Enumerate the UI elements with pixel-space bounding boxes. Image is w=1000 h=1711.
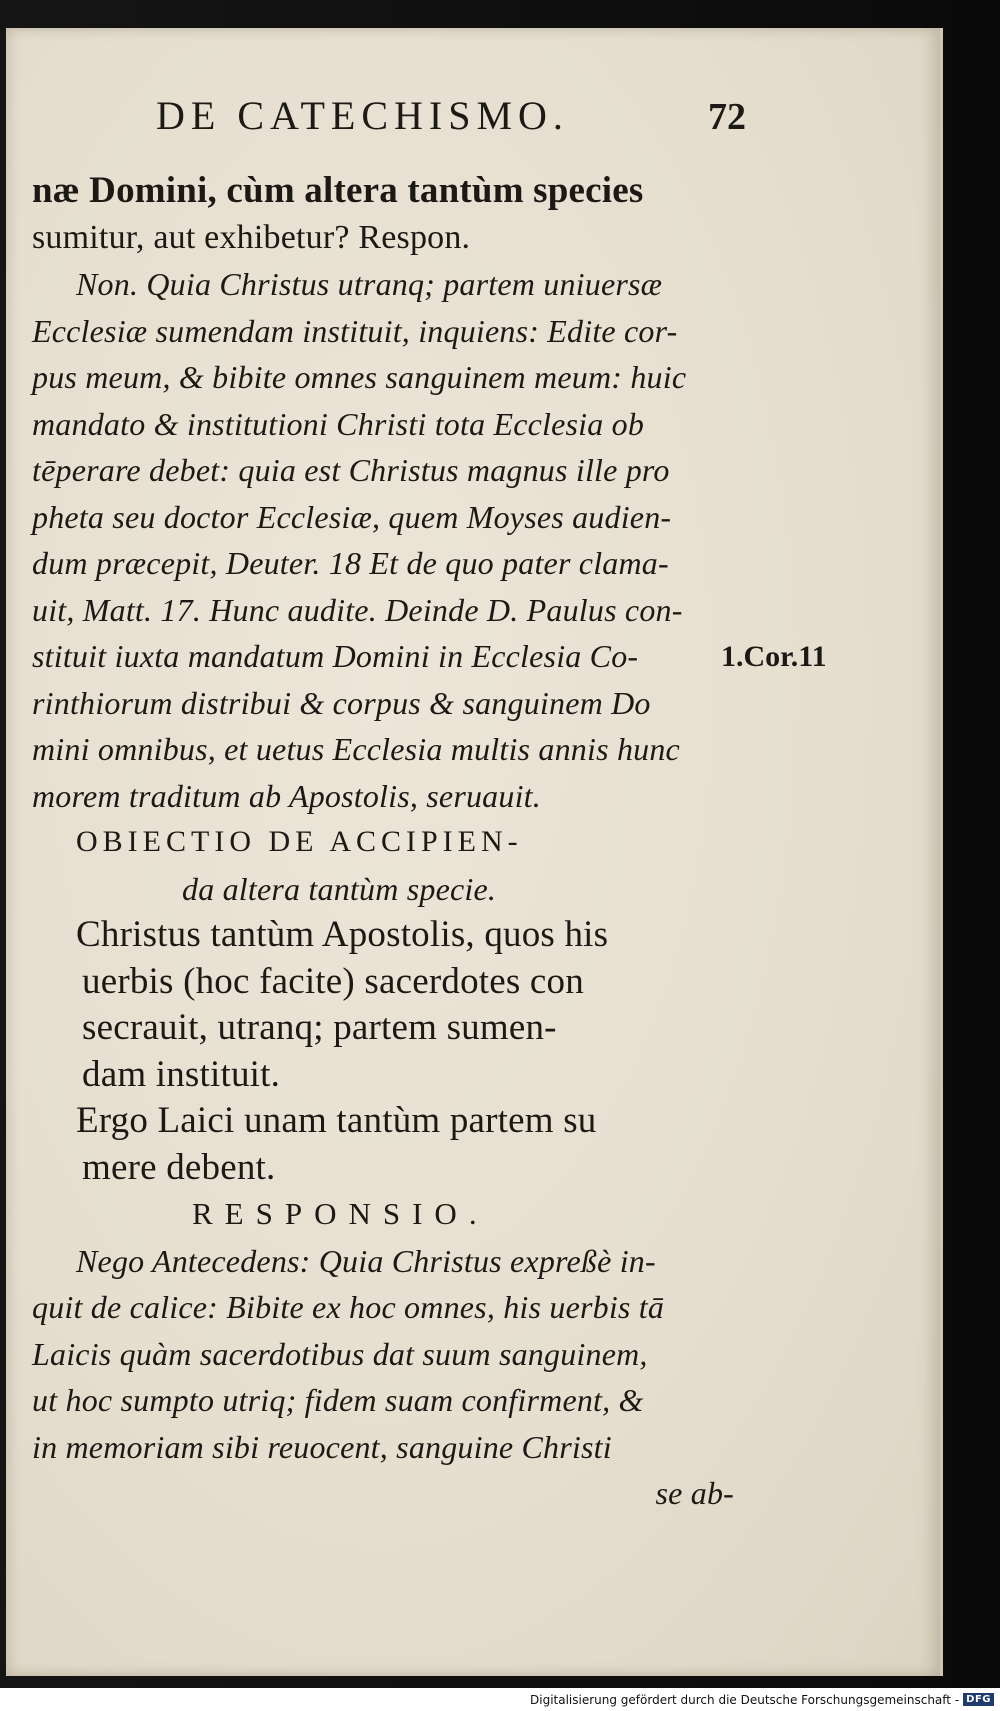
text-line: ut hoc sumpto utriq; fidem suam confirment, & — [32, 1382, 644, 1418]
running-head — [156, 92, 746, 139]
text-line: Non. Quia Christus utranq; partem uniuersæ — [76, 266, 663, 302]
catchword: se ab- — [655, 1475, 734, 1511]
text-line: mere debent. — [82, 1146, 276, 1188]
text-line: Laicis quàm sacerdotibus dat suum sanguinem, — [32, 1335, 648, 1372]
digitization-footer — [0, 1688, 1000, 1711]
text-line: rinthiorum distribui & corpus & sanguinem Do — [32, 684, 651, 721]
footer-credit: Digitalisierung gefördert durch die Deutsche Forschungsgemeinschaft - — [530, 1692, 960, 1707]
text-line: pheta seu doctor Ecclesiæ, quem Moyses audien- — [32, 498, 672, 535]
text-line: sumitur, aut exhibetur? Respon. — [32, 218, 471, 256]
text-line: mini omnibus, et uetus Ecclesia multis annis hunc — [32, 731, 680, 767]
text-line: secrauit, utranq; partem sumen- — [82, 1007, 557, 1048]
text-line: Christus tantùm Apostolis, quos his — [76, 914, 609, 955]
margin-note: 1.Cor.11 — [721, 640, 827, 673]
text-line: mandato & institutioni Christi tota Ecclesia ob — [32, 405, 645, 442]
text-line: stituit iuxta mandatum Domini in Ecclesia Co- — [32, 638, 639, 674]
body-text — [32, 168, 744, 1517]
text-line: tēperare debet: quia est Christus magnus ille pro — [32, 452, 670, 488]
text-line: Nego Antecedens: Quia Christus expreßè in- — [76, 1242, 656, 1279]
text-line: dum præcepit, Deuter. 18 Et de quo pater clama- — [32, 545, 669, 581]
objection-heading: OBIECTIO DE ACCIPIEN- — [76, 825, 523, 858]
running-title: DE CATECHISMO. — [156, 93, 569, 138]
response-heading: RESPONSIO. — [192, 1196, 489, 1231]
text-line: dam instituit. — [82, 1053, 281, 1095]
text-line: Ecclesiæ sumendam instituit, inquiens: Edite cor- — [32, 312, 678, 349]
book-page — [6, 28, 943, 1676]
text-line: uerbis (hoc facite) sacerdotes con — [82, 960, 584, 1002]
text-line: quit de calice: Bibite ex hoc omnes, his uerbis tā — [32, 1289, 665, 1325]
text-line: uit, Matt. 17. Hunc audite. Deinde D. Paulus con- — [32, 591, 683, 628]
text-line: pus meum, & bibite omnes sanguinem meum: huic — [32, 359, 687, 395]
page-number: 72 — [708, 96, 746, 138]
text-line: morem traditum ab Apostolis, seruauit. — [32, 777, 541, 814]
text-line: in memoriam sibi reuocent, sanguine Christi — [32, 1428, 612, 1465]
text-line: næ Domini, cùm altera tantùm species — [32, 170, 644, 211]
objection-subheading: da altera tantùm specie. — [182, 870, 497, 907]
dfg-logo: DFG — [963, 1693, 994, 1706]
text-line: Ergo Laici unam tantùm partem su — [76, 1100, 597, 1141]
